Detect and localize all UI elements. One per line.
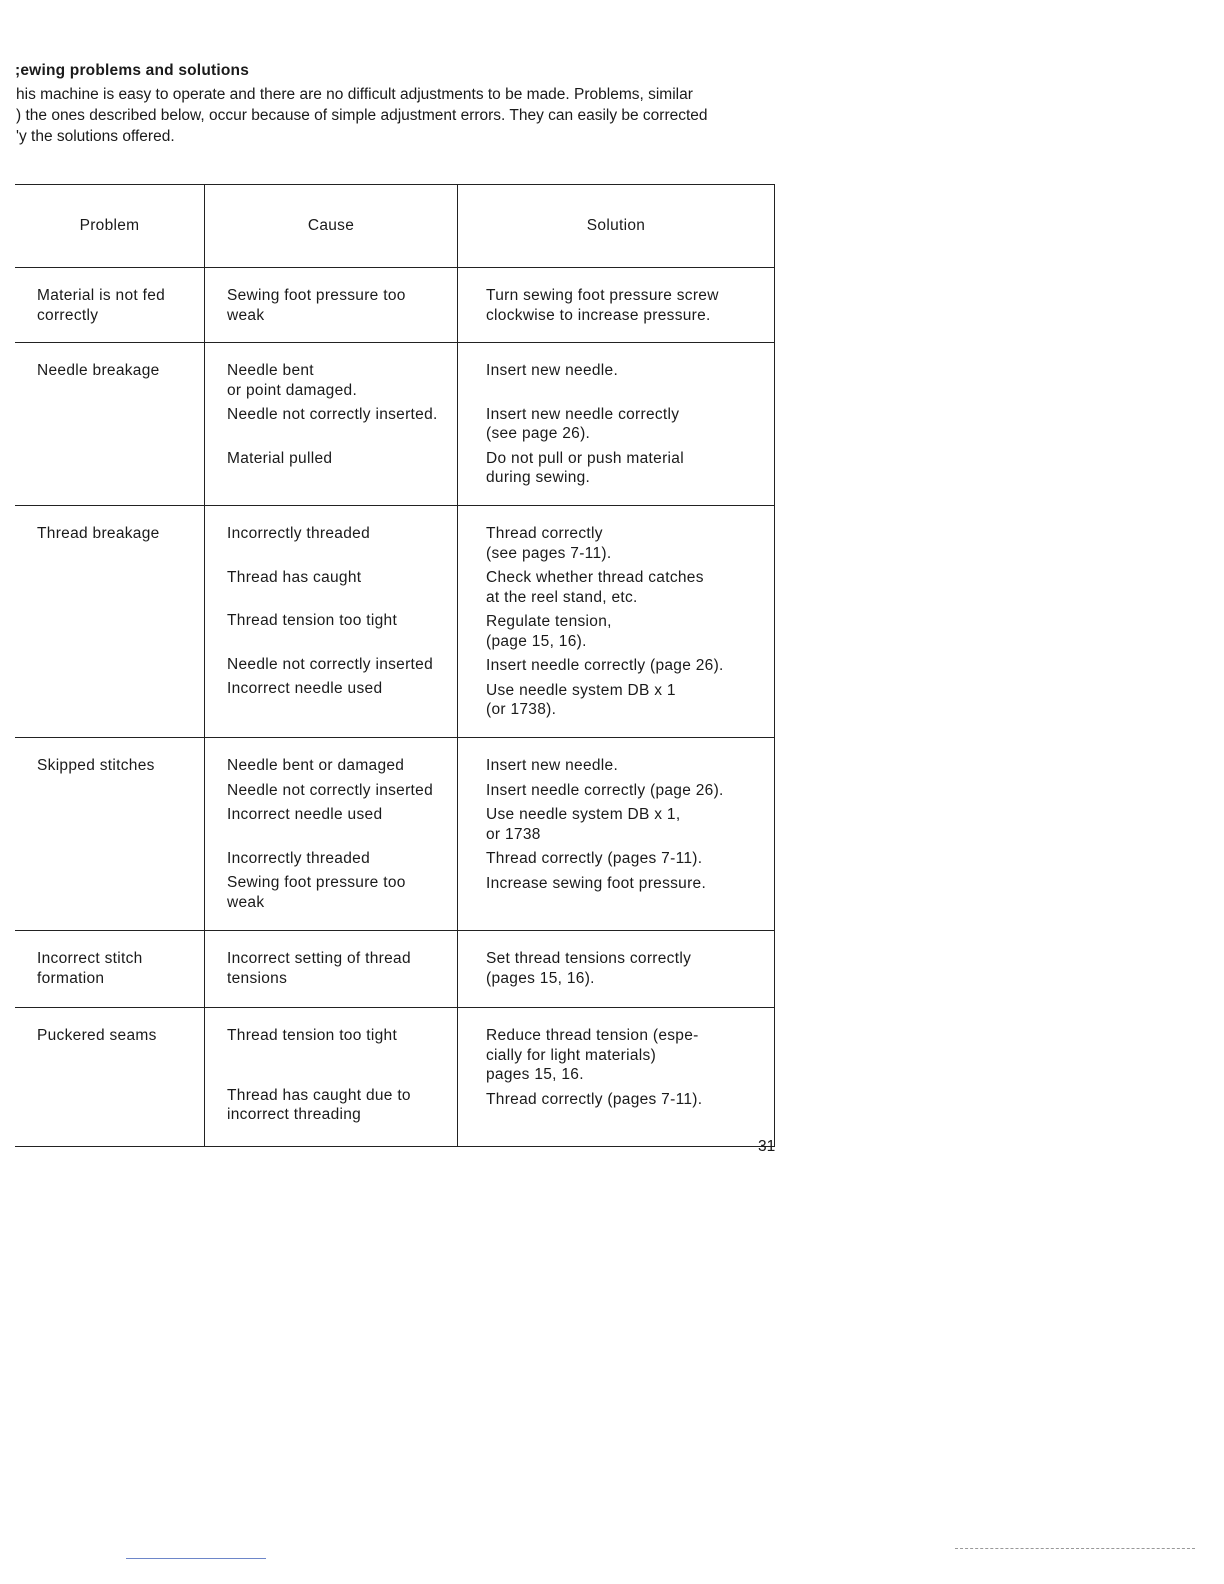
cause-text: Material pulled (227, 449, 333, 467)
scan-artifact-line (126, 1558, 266, 1559)
cause-cell (204, 268, 457, 342)
solution-text: Insert new needle. (486, 757, 619, 774)
cause-text: Incorrectly threaded (227, 849, 370, 867)
cause-text: Sewing foot pressure too weak (227, 874, 406, 911)
solution-text: Set thread tensions correctly (pages 15, 16). (486, 950, 692, 987)
solution-text: Do not pull or push material during sewing. (486, 449, 684, 486)
problem-cell (15, 738, 204, 930)
table-row (15, 738, 775, 931)
cause-text: Incorrectly threaded (227, 525, 370, 542)
problem-text: Puckered seams (37, 1027, 157, 1044)
cause-cell (204, 343, 457, 505)
cause-text: Needle not correctly inserted (227, 781, 433, 799)
solution-text: Use needle system DB x 1 (or 1738). (486, 681, 676, 718)
solution-cell (457, 931, 775, 1007)
solution-text: Thread correctly (pages 7-11). (486, 1090, 703, 1108)
problem-cell (15, 1008, 204, 1146)
cause-text: Needle not correctly inserted (227, 655, 433, 673)
cause-text: Incorrect needle used (227, 680, 383, 697)
page-title: ;ewing problems and solutions (15, 62, 250, 79)
solution-text: Reduce thread tension (espe- cially for light materials) pages 15, 16. (486, 1027, 699, 1083)
cause-text: Thread tension too tight (227, 1027, 398, 1044)
cause-text: Needle bent or damaged (227, 757, 405, 774)
solution-text: Check whether thread catches at the reel stand, etc. (486, 569, 704, 606)
problem-text: Needle breakage (37, 362, 160, 379)
table-row (15, 268, 775, 343)
solution-cell (457, 506, 775, 737)
troubleshooting-table (15, 184, 775, 1147)
solution-cell (457, 343, 775, 505)
header-solution: Solution (457, 185, 775, 267)
cause-text: Sewing foot pressure too weak (227, 287, 406, 324)
solution-text: Turn sewing foot pressure screw clockwise to increase pressure. (486, 287, 719, 324)
cause-cell (204, 931, 457, 1007)
solution-text: Insert new needle. (486, 362, 619, 379)
cause-text: Incorrect needle used (227, 806, 383, 823)
table-row (15, 931, 775, 1008)
cause-text: Needle bent or point damaged. (227, 362, 358, 399)
header-cause: Cause (204, 185, 457, 267)
solution-text: Insert new needle correctly (see page 26). (486, 405, 680, 442)
solution-cell (457, 1008, 775, 1146)
cause-cell (204, 1008, 457, 1146)
problem-text: Material is not fed correctly (37, 287, 166, 324)
cause-text: Thread has caught due to incorrect threading (227, 1086, 411, 1123)
table-row (15, 343, 775, 506)
problem-cell (15, 268, 204, 342)
cause-cell (204, 506, 457, 737)
cause-text: Thread tension too tight (227, 612, 398, 629)
intro-line: ) the ones described below, occur because of simple adjustment errors. They can easily be corrected (16, 107, 708, 124)
scan-artifact-line (955, 1548, 1195, 1549)
problem-cell (15, 506, 204, 737)
table-row (15, 506, 775, 738)
intro-line: 'y the solutions offered. (16, 128, 175, 145)
cause-text: Incorrect setting of thread tensions (227, 950, 411, 987)
table-header-row (15, 185, 775, 268)
intro-paragraph (16, 84, 786, 147)
cause-text: Needle not correctly inserted. (227, 406, 438, 423)
page-number: 31 (758, 1138, 776, 1155)
problem-text: Thread breakage (37, 525, 160, 542)
solution-text: Regulate tension, (page 15, 16). (486, 613, 612, 650)
cause-text: Thread has caught (227, 568, 362, 586)
intro-line: his machine is easy to operate and there are no difficult adjustments to be made. Problems, similar (16, 86, 693, 103)
solution-text: Thread correctly (pages 7-11). (486, 850, 703, 867)
cause-cell (204, 738, 457, 930)
solution-text: Insert needle correctly (page 26). (486, 657, 724, 674)
table-row (15, 1008, 775, 1146)
solution-cell (457, 268, 775, 342)
solution-cell (457, 738, 775, 930)
problem-text: Skipped stitches (37, 757, 155, 774)
solution-text: Thread correctly (see pages 7-11). (486, 525, 612, 562)
solution-text: Use needle system DB x 1, or 1738 (486, 806, 681, 843)
solution-text: Increase sewing foot pressure. (486, 874, 707, 892)
header-problem: Problem (79, 217, 140, 235)
problem-cell (15, 343, 204, 505)
problem-cell (15, 931, 204, 1007)
problem-text: Incorrect stitch formation (37, 950, 143, 987)
solution-text: Insert needle correctly (page 26). (486, 781, 724, 799)
